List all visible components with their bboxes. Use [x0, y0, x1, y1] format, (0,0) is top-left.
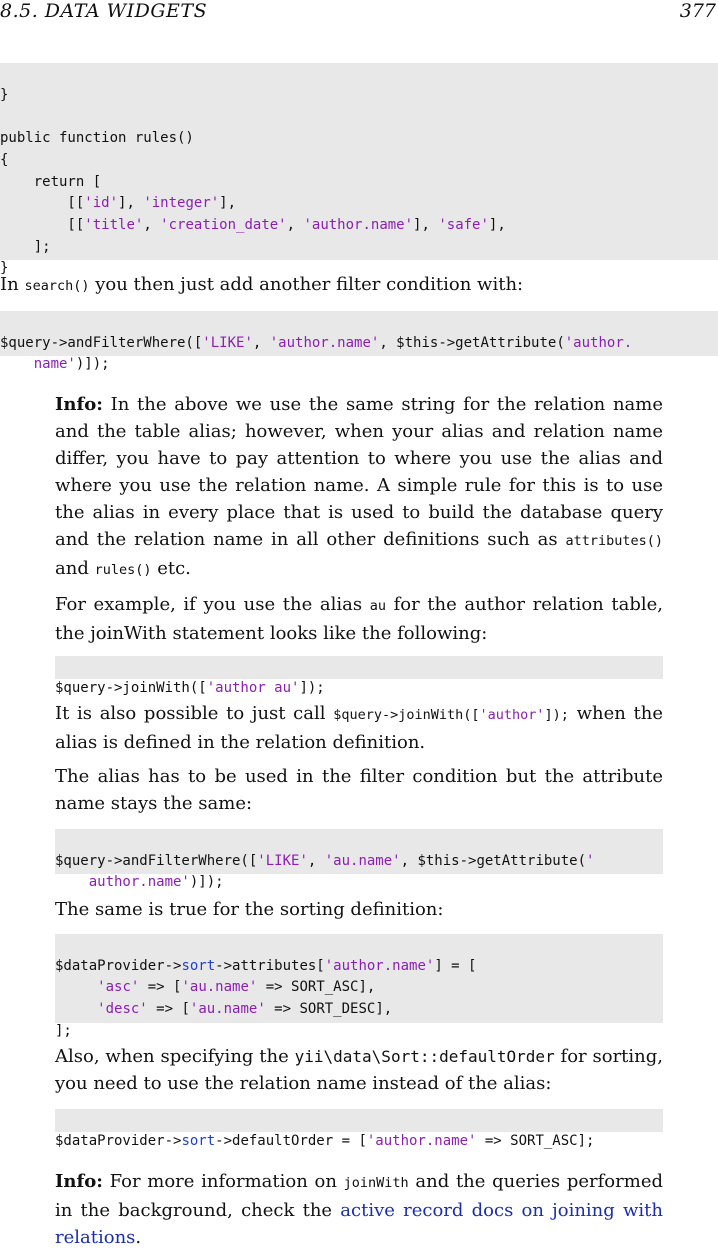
- inline-code: attributes(): [565, 533, 663, 549]
- text-span: Also, when specifying the: [55, 1046, 295, 1067]
- page-number: 377: [679, 0, 716, 22]
- code-block-joinwith: [55, 656, 663, 696]
- paragraph-search: [0, 271, 718, 300]
- text-span: It is also possible to just call: [55, 703, 334, 724]
- text-span: The alias has to be used in the filter condition but the attribute name stays the same:: [55, 766, 663, 814]
- page-header: [0, 0, 718, 22]
- text-span: The same is true for the sorting definition:: [55, 899, 444, 920]
- paragraph-joinwith-call: [55, 700, 663, 756]
- paragraph-sorting: [55, 896, 663, 923]
- inline-code: $query->joinWith(['author']);: [333, 707, 569, 723]
- code-line: public function rules(): [0, 130, 194, 147]
- text-span: and: [55, 558, 95, 579]
- info-box-joinwith: [55, 1168, 663, 1251]
- info-label: Info:: [55, 394, 103, 415]
- info-label: Info:: [55, 1171, 103, 1192]
- code-line: 'asc' => ['au.name' => SORT_ASC],: [97, 979, 376, 996]
- text-span: you then just add another filter condition with:: [89, 274, 524, 295]
- code-line: }: [0, 260, 9, 277]
- inline-code: au: [369, 598, 386, 614]
- code-block-rules: [0, 63, 718, 277]
- code-line: [0, 106, 718, 128]
- code-line: return [: [0, 173, 102, 190]
- code-line: $query->andFilterWhere(['LIKE', 'au.name', $this->getAttribute(': [55, 852, 595, 869]
- section-title: 8.5. DATA WIDGETS: [0, 0, 208, 22]
- inline-code: yii\data\Sort::defaultOrder: [294, 1047, 555, 1066]
- code-line: [['title', 'creation_date', 'author.name'], 'safe'],: [0, 216, 506, 233]
- code-block-filter: [0, 311, 718, 373]
- text-span: For example, if you use the alias: [55, 594, 370, 615]
- info-box-alias: [55, 391, 663, 584]
- text-span: etc.: [151, 558, 191, 579]
- code-line: {: [0, 151, 9, 168]
- link-active-record-docs[interactable]: active record docs on joining with relations: [55, 1200, 663, 1248]
- code-line: author.name')]);: [88, 874, 224, 891]
- code-line: name')]);: [33, 356, 110, 373]
- code-line: ];: [55, 1022, 72, 1039]
- text-span: In the above we use the same string for the relation name and the table alias; however, when your alias and relation name differ, you have to pay attention to where you use the alias and where you use the relation name. A simple rule for this is to use the alias in every place that is used to build the database query and the relation name in all other definitions such as: [55, 394, 663, 550]
- code-line: 'desc' => ['au.name' => SORT_DESC],: [97, 1001, 393, 1018]
- code-line: $dataProvider->sort->defaultOrder = ['author.name' => SORT_ASC];: [55, 1132, 595, 1149]
- text-span: .: [135, 1227, 142, 1248]
- code-line: $query->joinWith(['author au']);: [55, 679, 325, 696]
- code-line: [['id'], 'integer'],: [0, 195, 237, 212]
- paragraph-example: [55, 591, 663, 647]
- text-span: and the queries performed in the background, check the: [55, 1171, 663, 1221]
- paragraph-alias-filter: [55, 763, 663, 817]
- code-block-sort-attributes: [55, 934, 663, 1039]
- text-span: For more information on: [102, 1171, 344, 1192]
- code-line: }: [0, 86, 9, 103]
- code-block-filter-alias: [55, 829, 663, 891]
- code-line: ];: [0, 238, 51, 255]
- inline-code: search(): [24, 278, 90, 294]
- text-span: In: [0, 274, 25, 295]
- code-block-default-order: [55, 1109, 663, 1149]
- inline-code: rules(): [94, 562, 152, 578]
- code-line: $dataProvider->sort->attributes['author.name'] = [: [55, 957, 477, 974]
- paragraph-default-order: [55, 1043, 663, 1097]
- inline-code: joinWith: [343, 1175, 409, 1191]
- code-line: $query->andFilterWhere(['LIKE', 'author.name', $this->getAttribute('author.: [0, 334, 633, 351]
- text-span: for the author relation table, the joinWith statement looks like the following:: [55, 594, 663, 644]
- text-span: for sorting, you need to use the relation name instead of the alias:: [55, 1046, 663, 1094]
- text-span: when the alias is defined in the relation definition.: [55, 703, 663, 753]
